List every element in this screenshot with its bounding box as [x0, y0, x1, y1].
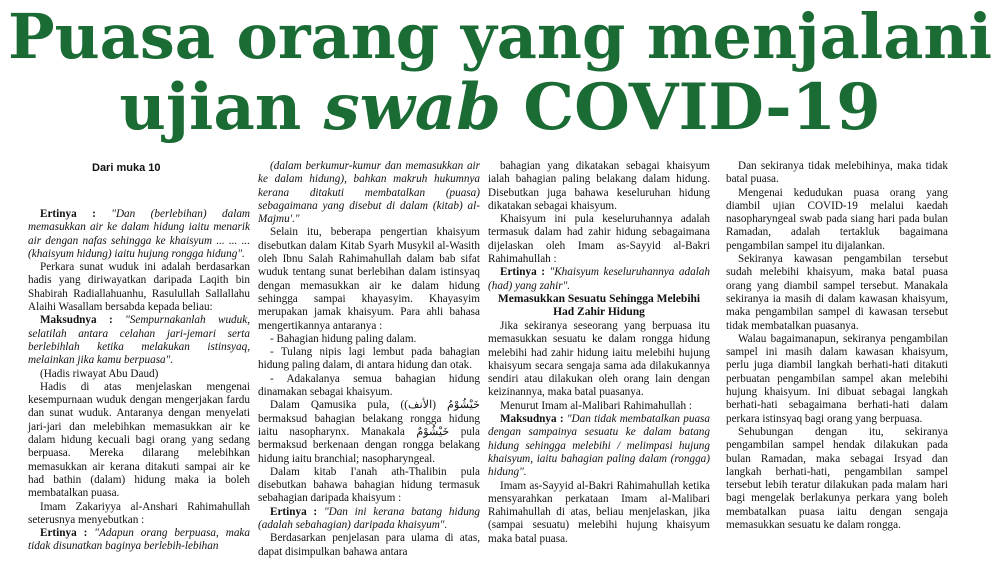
body-text: Hadis di atas menjelaskan mengenai kesempurnaan wuduk dengan mengerjakan fardu dan sunat wuduk. Antaranya dengan menyelati jari-jari dan melebihkan memasukkan air ke dalam hidung kecuali bagi orang yang sedang berpuasa. Mereka dilarang melebihkan memasukkan air kerana ditakuti sampai air ke had bathin (dalam) hidung maka ia boleh membatalkan puasa.	[28, 380, 250, 500]
paragraph	[726, 187, 948, 253]
paragraph-lead: Ertinya :	[40, 527, 95, 540]
body-text: Menurut Imam al-Malibari Rahimahullah :	[500, 399, 693, 412]
quoted-text: "Sempurnakanlah wuduk, selatilah antara celahan jari-jemari serta berlebihlah ketika melakukan istinsyaq, melainkan jika kamu berpuasa".	[28, 314, 250, 367]
subheading: Memasukkan Sesuatu Sehingga Melebihi Had Zahir Hidung	[497, 292, 701, 319]
paragraph	[258, 399, 480, 465]
paragraph	[258, 333, 480, 346]
body-text: Mengenai kedudukan puasa orang yang diambil ujian COVID-19 melalui kaedah nasopharyngeal swab pada siang hari pada bulan Ramadan, adalah tertakluk bagaimana pengambilan sampel itu dijalankan.	[726, 186, 948, 252]
body-text: Walau bagaimanapun, sekiranya pengambilan sampel ini masih dalam kawasan khaisyum, perlu juga diambil langkah berhati-hati ditakuti perbuatan pengambilan sampel akan melebihi hujung khaisyum. Ini dibuat sebagai langkah berhati-hati sebagaimana berhati-hati dalam perkara istinsyaq bagi orang yang berpuasa.	[726, 332, 948, 425]
article-column-1	[28, 208, 250, 554]
body-text: bahagian yang dikatakan sebagai khaisyum ialah bahagian paling belakang dalam hidung. Disebutkan juga bahawa keseluruhan hidung dikatakan sebagai khaisyum.	[488, 160, 710, 212]
paragraph	[258, 226, 480, 332]
paragraph	[488, 320, 710, 400]
body-text: Sekiranya kawasan pengambilan tersebut sudah melebihi khaisyum, maka batal puasa orang yang diambil sampel tersebut. Manakala sekiranya ia masih di dalam kawasan khaisyum, maka pengambilan sampel di kawasan tersebut tidak membatalkan puasanya.	[726, 253, 948, 332]
paragraph	[258, 506, 480, 533]
article-column-4	[726, 160, 948, 532]
paragraph	[258, 373, 480, 400]
paragraph-lead: Maksudnya :	[500, 413, 567, 426]
body-text: Khaisyum ini pula keseluruhannya adalah termasuk dalam had zahir hidung sebagaimana dijelaskan oleh Imam as-Sayyid al-Bakri Rahimahullah :	[488, 213, 710, 266]
paragraph	[28, 314, 250, 367]
body-text: Imam as-Sayyid al-Bakri Rahimahullah ketika mensyarahkan perkataan Imam al-Malibari Rahimahullah di atas, beliau menjelaskan, jika (sampai sesuatu) melebihi hujung khaisyum maka batal puasa.	[488, 479, 710, 545]
paragraph	[28, 501, 250, 528]
body-text: Dalam kitab I'anah ath-Thalibin pula disebutkan bahawa bahagian hidung termasuk sebahagian daripada khaisyum :	[258, 465, 480, 505]
body-text: - Adakalanya semua bahagian hidung dinamakan sebagai khaisyum.	[258, 372, 480, 399]
body-text: Dan sekiranya tidak melebihinya, maka tidak batal puasa.	[726, 160, 948, 186]
headline-line-2-pre: ujian	[119, 70, 324, 145]
article-column-3	[488, 160, 710, 546]
article-column-2	[258, 160, 480, 559]
headline-line-2-post: COVID-19	[500, 70, 881, 145]
paragraph	[488, 266, 710, 293]
headline-line-1: Puasa orang yang menjalani	[7, 0, 993, 73]
body-text: Sehubungan dengan itu, sekiranya pengambilan sampel hendak dilakukan pada bulan Ramadan, maka sebagai Irsyad dan langkah berhati-hati, pengambilan sampel tersebut lebih teratur dilakukan pada malam hari bagi mengelak berlakunya perkara yang boleh membatalkan puasa iaitu dengan sengaja memasukkan sesuatu ke dalam rongga.	[726, 425, 948, 532]
body-text: Selain itu, beberapa pengertian khaisyum disebutkan dalam Kitab Syarh Musykil al-Wasith oleh Ibnu Salah Rahimahullah dalam bab sifat wuduk tentang sunat berlebihan dalam istinsyaq dengan memasukkan air ke dalam hidung sehingga sampai khayasyim. Khayasyim merupakan jamak khaisyum. Para ahli bahasa mengertikannya antaranya :	[258, 226, 480, 332]
quoted-text: "Dan tidak membatalkan puasa dengan sampainya sesuatu ke dalam batang hidung sehingga melebihi / melimpasi hujung khaisyum, iaitu bahagian paling dalam (rongga) hidung".	[488, 413, 711, 479]
body-text: Berdasarkan penjelasan para ulama di atas, dapat disimpulkan bahawa antara	[258, 532, 480, 558]
body-text: Dalam Qamusika pula, (خَيْشُوْمُ (الأنف) bermaksud bahagian belakang rongga hidung iaitu nasopharynx. Manakala خَيْشُوْمٌ pula bermaksud berkenaan dengan rongga belakang hidung iaitu branchial; nasopharyngeal.	[258, 399, 481, 465]
quoted-text: "Dan (berlebihan) dalam memasukkan air ke dalam hidung iaitu menarik air dengan nafas sehingga ke khaisyum ... ... ...(khaisyum hidung) iaitu hujung rongga hidung".	[28, 208, 250, 260]
body-text: - Bahagian hidung paling dalam.	[270, 332, 417, 345]
paragraph	[28, 208, 250, 261]
paragraph	[488, 400, 710, 413]
paragraph-lead: Maksudnya :	[40, 314, 126, 327]
paragraph-lead: Ertinya :	[40, 208, 112, 220]
paragraph-lead: Ertinya :	[500, 266, 550, 279]
paragraph	[488, 213, 710, 266]
body-text: Imam Zakariyya al-Anshari Rahimahullah seterusnya menyebutkan :	[28, 500, 250, 526]
body-text: Perkara sunat wuduk ini adalah berdasarkan hadis yang diriwayatkan daripada Laqith bin Shabirah Radiallahuanhu, Rasulullah Sallallahu Alaihi Wasallam bersabda kepada beliau:	[28, 261, 250, 314]
byline: Dari muka 10	[92, 162, 161, 174]
paragraph	[258, 346, 480, 373]
quoted-text: (dalam berkumur-kumur dan memasukkan air ke dalam hidung), bahkan makruh hukumnya kerana ditakuti membatalkan (puasa) sebagaimana yang disebut di dalam (kitab) al-Majmu'."	[258, 160, 480, 226]
paragraph	[726, 333, 948, 426]
headline-italic-word: swab	[323, 70, 501, 145]
paragraph	[488, 480, 710, 546]
paragraph	[258, 532, 480, 559]
body-text: Jika sekiranya seseorang yang berpuasa itu memasukkan sesuatu ke dalam rongga hidung melebihi had zahir hidung iaitu melebihi hujung khaisyum secara sengaja sama ada dilakukannya sendiri atau dilakukan oleh orang lain dengan keizinannya, maka batal puasanya.	[488, 319, 710, 399]
paragraph	[28, 261, 250, 314]
paragraph	[28, 527, 250, 554]
paragraph-lead: Ertinya :	[270, 505, 324, 518]
paragraph	[28, 381, 250, 501]
paragraph	[258, 160, 480, 226]
paragraph	[726, 253, 948, 333]
quoted-text: "Khaisyum keseluruhannya adalah (had) yang zahir".	[488, 266, 710, 292]
quoted-text: "Dan ini kerana batang hidung (adalah sebahagian) daripada khaisyum".	[258, 505, 480, 532]
paragraph	[28, 368, 250, 381]
paragraph	[488, 160, 710, 213]
body-text: - Tulang nipis lagi lembut pada bahagian hidung paling dalam, di antara hidung dan otak.	[258, 346, 480, 372]
paragraph	[488, 413, 710, 479]
paragraph	[258, 466, 480, 506]
paragraph	[726, 426, 948, 532]
headline-line-2	[0, 72, 1000, 144]
paragraph	[726, 160, 948, 187]
quoted-text: "Adapun orang berpuasa, maka tidak disunatkan baginya berlebih-lebihan	[28, 527, 250, 553]
body-text: (Hadis riwayat Abu Daud)	[40, 367, 159, 380]
